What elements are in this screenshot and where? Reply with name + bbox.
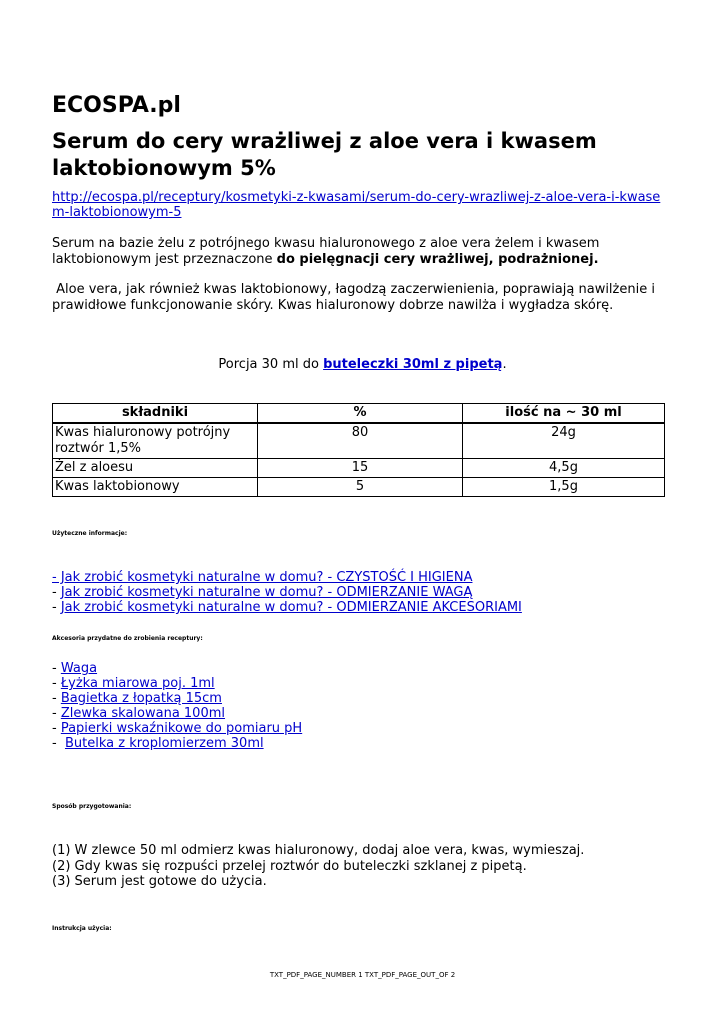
portion-prefix: Porcja 30 ml do	[218, 357, 324, 372]
ingredient-percent: 5	[258, 478, 463, 497]
page-title: Serum do cery wrażliwej z aloe vera i kwasem laktobionowym 5%	[52, 129, 597, 180]
description-paragraph: Aloe vera, jak również kwas laktobionowy, łagodzą zaczerwienienia, poprawiają nawilżenie i prawidłowe funkcjonowanie skóry. Kwas hialuronowy dobrze nawilża i wygładza skórę.	[52, 282, 660, 313]
site-name: ECOSPA.pl	[52, 93, 181, 118]
preparation-step: (2) Gdy kwas się rozpuści przelej roztwór do buteleczki szklanej z pipetą.	[52, 858, 527, 874]
accessory-link-ph-strips[interactable]: Papierki wskaźnikowe do pomiaru pH	[60, 721, 303, 736]
list-prefix: -	[52, 661, 61, 676]
useful-link-accessories[interactable]: Jak zrobić kosmetyki naturalne w domu? - ODMIERZANIE AKCESORIAMI	[60, 600, 522, 615]
ingredient-name: Kwas hialuronowy potrójny roztwór 1,5%	[53, 423, 258, 459]
intro-paragraph	[52, 236, 677, 268]
portion-suffix: .	[502, 357, 507, 372]
ingredient-amount: 4,5g	[463, 459, 665, 478]
portion-line	[0, 357, 725, 373]
column-header-amount: ilość na ~ 30 ml	[463, 404, 665, 424]
list-item	[52, 721, 302, 736]
list-prefix: -	[52, 691, 61, 706]
list-prefix: -	[52, 706, 61, 721]
list-prefix: -	[52, 736, 65, 751]
ingredient-percent: 80	[258, 423, 463, 459]
preparation-step: (1) W zlewce 50 ml odmierz kwas hialuronowy, dodaj aloe vera, kwas, wymieszaj.	[52, 843, 585, 858]
ingredients-table	[52, 403, 665, 497]
column-header-ingredients: składniki	[53, 404, 258, 424]
useful-link-hygiene[interactable]: - Jak zrobić kosmetyki naturalne w domu? - CZYSTOŚĆ I HIGIENA	[52, 570, 473, 585]
page-footer: TXT_PDF_PAGE_NUMBER 1 TXT_PDF_PAGE_OUT_OF 2	[269, 971, 456, 979]
accessory-link-beaker[interactable]: Zlewka skalowana 100ml	[60, 706, 226, 721]
list-item	[52, 600, 522, 615]
intro-bold-text: do pielęgnacji cery wrażliwej, podrażnionej.	[276, 252, 599, 267]
accessory-link-dropper-bottle[interactable]: Butelka z kroplomierzem 30ml	[64, 736, 264, 751]
list-prefix: -	[52, 676, 61, 691]
list-item	[52, 570, 522, 585]
useful-link-weighing[interactable]: Jak zrobić kosmetyki naturalne w domu? - ODMIERZANIE WAGĄ	[60, 585, 473, 600]
list-prefix: -	[52, 600, 61, 615]
preparation-heading: Sposób przygotowania:	[52, 803, 132, 810]
preparation-steps	[52, 843, 584, 890]
table-row	[53, 423, 665, 459]
bottle-link[interactable]: buteleczki 30ml z pipetą	[323, 357, 503, 372]
list-item	[52, 676, 302, 691]
ingredient-name: Kwas laktobionowy	[53, 478, 258, 497]
usage-heading: Instrukcja użycia:	[52, 925, 112, 932]
ingredient-name: Żel z aloesu	[53, 459, 258, 478]
list-item	[52, 585, 522, 600]
preparation-step: (3) Serum jest gotowe do użycia.	[52, 874, 267, 889]
list-item	[52, 706, 302, 721]
list-item	[52, 691, 302, 706]
accessory-link-spoon[interactable]: Łyżka miarowa poj. 1ml	[60, 676, 215, 691]
ingredient-amount: 1,5g	[463, 478, 665, 497]
list-prefix: -	[52, 585, 61, 600]
accessories-list	[52, 661, 302, 751]
column-header-percent: %	[258, 404, 463, 424]
accessory-link-scale[interactable]: Waga	[60, 661, 98, 676]
table-row	[53, 459, 665, 478]
ingredient-percent: 15	[258, 459, 463, 478]
list-item	[52, 661, 302, 676]
source-url-link[interactable]: http://ecospa.pl/receptury/kosmetyki-z-kwasami/serum-do-cery-wrazliwej-z-aloe-vera-i-kwasem-laktobionowym-5	[52, 190, 661, 220]
accessories-heading: Akcesoria przydatne do zrobienia receptury:	[52, 635, 203, 642]
useful-info-heading: Użyteczne informacje:	[52, 530, 128, 537]
table-row	[53, 478, 665, 497]
accessory-link-rod[interactable]: Bagietka z łopatką 15cm	[60, 691, 222, 706]
table-header-row	[53, 404, 665, 424]
list-item	[52, 736, 302, 751]
useful-links-list	[52, 570, 522, 615]
intro-text: Serum na bazie żelu z potrójnego kwasu hialuronowego z aloe vera żelem i kwasem laktobionowym jest przeznaczone	[52, 236, 600, 267]
ingredient-amount: 24g	[463, 423, 665, 459]
list-prefix: -	[52, 721, 61, 736]
